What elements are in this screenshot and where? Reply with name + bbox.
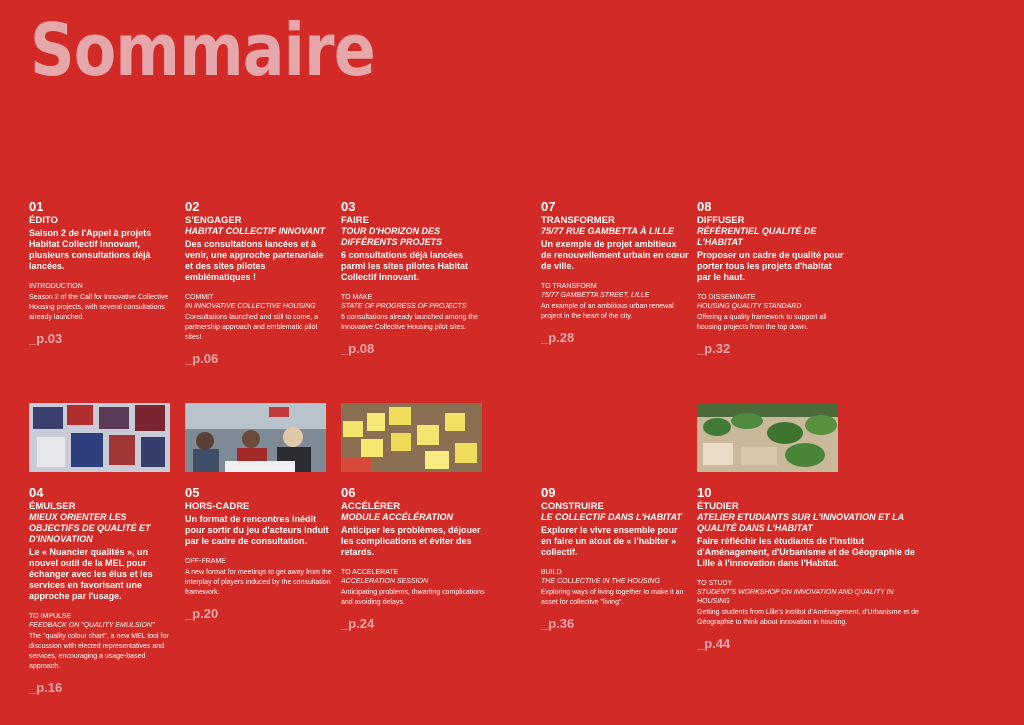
entry-english-text: Offering a quality framework to support all housing projects from the top down. [697,314,827,331]
entry-english-subheading: STUDENT'S WORKSHOP ON INNOVATION AND QUALITY IN HOUSING [697,589,894,605]
entry-english-heading: TO TRANSFORM [541,283,597,290]
entry-heading: TRANSFORMER [541,215,615,226]
entry-heading: ACCÉLÉRER [341,501,401,512]
toc-entry-02[interactable] [185,200,333,366]
entry-english-text: The "quality colour chart", a new MEL tool for discussion with elected representatives and services, encouraging a usage-based approach. [29,633,169,670]
photo-post-it-notes [341,403,482,472]
entry-french-text: Un exemple de projet ambitieux de renouvellement urbain en cœur de ville. [541,239,689,271]
entry-page-link[interactable]: _p.36 [541,616,575,631]
entry-number: 09 [541,485,556,500]
entry-english-subheading: STATE OF PROGRESS OF PROJECTS [341,303,467,310]
entry-subheading: LE COLLECTIF DANS L'HABITAT [541,512,682,522]
entry-page-link[interactable]: _p.08 [341,341,375,356]
entry-french-text: Le « Nuancier qualités », un nouvel outil de la MEL pour échanger avec les élus et les services en favorisant une approche par l'usage. [29,547,153,601]
entry-english-heading: TO STUDY [697,580,733,587]
photo-colour-chart-boards [29,403,170,472]
entry-page-link[interactable]: _p.44 [697,636,731,651]
entry-english-heading: INTRODUCTION [29,283,83,290]
photo-architecture-model [697,403,838,472]
entry-english-heading: TO IMPULSE [29,613,72,620]
entry-english-subheading: ACCELERATION SESSION [341,578,429,585]
entry-english-subheading: HOUSING QUALITY STANDARD [697,303,802,310]
entry-subheading: MODULE ACCÉLÉRATION [341,512,453,522]
entry-english-text: A new format for meetings to get away from the interplay of players induced by the consultation framework. [185,569,332,596]
entry-english-heading: TO MAKE [341,294,373,301]
entry-page-link[interactable]: _p.28 [541,330,575,345]
entry-french-text: Faire réfléchir les étudiants de l'Institut d'Aménagement, d'Urbanisme et de Géographie de Lille à l'innovation dans l'Habitat. [697,536,915,568]
entry-english-heading: OFF-FRAME [185,558,226,565]
photo-meeting-people [185,403,326,472]
entry-subheading: HABITAT COLLECTIF INNOVANT [185,226,325,236]
toc-entry-06[interactable] [341,486,489,631]
entry-english-heading: TO ACCELERATE [341,569,399,576]
entry-english-text: 6 consultations already launched among the Innovative Collective Housing pilot sites. [341,314,478,331]
entry-french-text: 6 consultations déjà lancées parmi les sites pilotes Habitat Collectif Innovant. [341,250,469,282]
entry-page-link[interactable]: _p.24 [341,616,375,631]
entry-number: 03 [341,199,356,214]
entry-english-text: Anticipating problems, thwarting complications and avoiding delays. [341,589,485,606]
entry-number: 07 [541,199,556,214]
entry-english-subheading: FEEDBACK ON "QUALITY EMULSION" [29,622,155,629]
toc-entry-04[interactable] [29,486,177,695]
entry-page-link[interactable]: _p.16 [29,680,63,695]
toc-entry-08[interactable] [697,200,845,356]
entry-subheading: 75/77 RUE GAMBETTA À LILLE [541,226,675,236]
entry-french-text: Saison 2 de l'Appel à projets Habitat Collectif Innovant, plusieurs consultations déjà lancées. [29,228,152,271]
entry-english-heading: COMMIT [185,294,214,301]
entry-french-text: Anticiper les problèmes, déjouer les complications et éviter des retards. [341,525,481,557]
entry-english-heading: TO DISSEMINATE [697,294,756,301]
toc-entry-01[interactable] [29,200,177,346]
entry-french-text: Proposer un cadre de qualité pour porter tous les projets d'habitat par le haut. [697,250,844,282]
entry-subheading: ATELIER ETUDIANTS SUR L'INNOVATION ET LA QUALITÉ DANS L'HABITAT [697,512,904,533]
entry-english-heading: BUILD [541,569,562,576]
toc-entry-09[interactable] [541,486,689,631]
entry-subheading: RÉFÉRENTIEL QUALITÉ DE L'HABITAT [697,226,817,247]
entry-number: 08 [697,199,712,214]
entry-heading: ÉMULSER [29,501,76,512]
entry-french-text: Des consultations lancées et à venir, une approche partenariale et des sites pilotes emblématiques ! [185,239,324,282]
entry-heading: ÉDITO [29,215,58,226]
entry-heading: CONSTRUIRE [541,501,604,512]
entry-number: 06 [341,485,356,500]
page-title: Sommaire [30,8,375,92]
entry-number: 02 [185,199,200,214]
entry-page-link[interactable]: _p.06 [185,351,219,366]
entry-heading: HORS-CADRE [185,501,250,512]
entry-english-text: Season 2 of the Call for Innovative Collective Housing projects, with several consultations already launched. [29,294,169,321]
entry-english-subheading: IN INNOVATIVE COLLECTIVE HOUSING [185,303,316,310]
entry-french-text: Un format de rencontres inédit pour sortir du jeu d'acteurs induit par le cadre de consultation. [185,514,329,546]
toc-entry-05[interactable] [185,486,333,621]
toc-entry-07[interactable] [541,200,689,345]
entry-page-link[interactable]: _p.03 [29,331,63,346]
entry-french-text: Explorer le vivre ensemble pour en faire un atout de « l'habiter » collectif. [541,525,678,557]
entry-page-link[interactable]: _p.32 [697,341,731,356]
entry-english-text: Getting students from Lille's Institut d'Aménagement, d'Urbanisme et de Géographie to think about innovation in housing. [697,609,919,626]
entry-heading: FAIRE [341,215,369,226]
entry-page-link[interactable]: _p.20 [185,606,219,621]
entry-subheading: TOUR D'HORIZON DES DIFFÉRENTS PROJETS [341,226,443,247]
entry-english-subheading: 75/77 GAMBETTA STREET, LILLE [541,292,650,299]
entry-english-text: Consultations launched and still to come, a partnership approach and emblematic pilot sites! [185,314,319,341]
entry-heading: S'ENGAGER [185,215,242,226]
toc-entry-10[interactable] [697,486,927,651]
entry-english-subheading: THE COLLECTIVE IN THE HOUSING [541,578,661,585]
entry-english-text: An example of an ambitious urban renewal project in the heart of the city. [541,303,674,320]
entry-heading: DIFFUSER [697,215,745,226]
toc-entry-03[interactable] [341,200,489,356]
entry-heading: ÉTUDIER [697,501,739,512]
entry-number: 10 [697,485,712,500]
entry-subheading: MIEUX ORIENTER LES OBJECTIFS DE QUALITÉ ET D'INNOVATION [29,512,151,544]
entry-english-text: Exploring ways of living together to make it an asset for collective "living". [541,589,684,606]
entry-number: 01 [29,199,44,214]
entry-number: 05 [185,485,200,500]
entry-number: 04 [29,485,44,500]
